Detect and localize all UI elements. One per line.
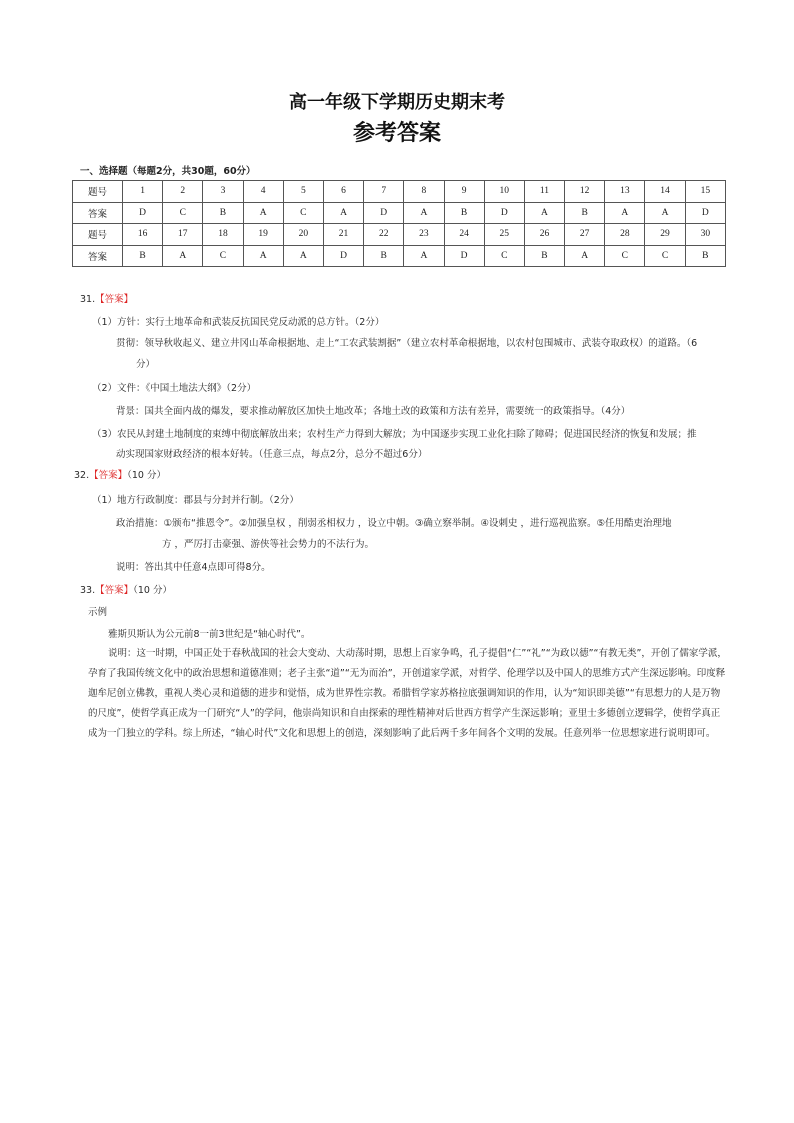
answer-row: [73, 202, 726, 224]
question-number-row: [73, 181, 726, 203]
answer-cell: A: [283, 245, 323, 267]
answer-cell: D: [685, 202, 725, 224]
answer-cell: D: [123, 202, 163, 224]
question-number-cell: 1: [123, 181, 163, 203]
question-number-cell: 14: [645, 181, 685, 203]
question-number-cell: 7: [364, 181, 404, 203]
answer-cell: C: [283, 202, 323, 224]
section-heading: 一、选择题（每题2分，共30题，60分）: [80, 166, 256, 177]
row-label-answer: 答案: [73, 202, 123, 224]
answer-cell: C: [203, 245, 243, 267]
answer-cell: C: [484, 245, 524, 267]
question-number-cell: 16: [123, 224, 163, 246]
answer-cell: D: [444, 245, 484, 267]
answer-cell: A: [565, 245, 605, 267]
answer-tag: 【答案】: [89, 470, 128, 481]
q31-line2b: 分）: [136, 359, 156, 370]
question-number-cell: 27: [565, 224, 605, 246]
answer-cell: C: [605, 245, 645, 267]
question-number-cell: 11: [524, 181, 564, 203]
question-number-cell: 5: [283, 181, 323, 203]
answer-cell: A: [404, 202, 444, 224]
question-number-cell: 9: [444, 181, 484, 203]
answer-cell: B: [123, 245, 163, 267]
answer-cell: A: [605, 202, 645, 224]
question-number-cell: 28: [605, 224, 645, 246]
q31-line5b: 动实现国家财政经济的根本好转。（任意三点，每点2分，总分不超过6分）: [116, 449, 428, 460]
answer-cell: B: [364, 245, 404, 267]
q32-line2: 政治措施：①颁布“推恩令”。②加强皇权 ，削弱丞相权力 ，设立中朝。③确立察举制。④设刺史 ，进行巡视监察。⑤任用酷吏治理地: [116, 518, 672, 529]
answer-cell: A: [243, 202, 283, 224]
answer-cell: D: [364, 202, 404, 224]
question-number-cell: 18: [203, 224, 243, 246]
answer-cell: A: [323, 202, 363, 224]
answer-cell: B: [203, 202, 243, 224]
q33-paragraph: 说明：这一时期，中国正处于春秋战国的社会大变动、大动荡时期，思想上百家争鸣，孔子提倡“仁”“礼”“为政以德”“有教无类”，开创了儒家学派，孕育了我国传统文化中的政治思想和道德准则；老子主张“道”“无为而治”，开创道家学派，对哲学、伦理学以及中国人的思维方式产生深远影响。印度释迦牟尼创立佛教，重视人类心灵和道德的进步和觉悟，成为世界性宗教。希腊哲学家苏格拉底强调知识的作用，认为“知识即美德”“有思想力的人是万物的尺度”，使哲学真正成为一门研究“人”的学问，他崇尚知识和自由探索的理性精神对后世西方哲学产生深远影响；亚里士多德创立逻辑学，使哲学真正成为一门独立的学科。综上所述，“轴心时代”文化和思想上的创造，深刻影响了此后两千多年间各个文明的发展。任意列举一位思想家进行说明即可。: [88, 648, 727, 739]
question-number-cell: 23: [404, 224, 444, 246]
q33-intro: 雅斯贝斯认为公元前8一前3世纪是“轴心时代”。: [108, 629, 311, 640]
answer-tag: 【答案】: [95, 294, 134, 305]
q31-heading: [80, 291, 133, 305]
page-subtitle: 参考答案: [352, 121, 441, 146]
q31-line3: （2）文件：《中国土地法大纲》（2分）: [92, 383, 257, 394]
question-number-cell: 25: [484, 224, 524, 246]
q33-example: 示例: [88, 607, 108, 618]
question-number-cell: 29: [645, 224, 685, 246]
question-number-cell: 13: [605, 181, 645, 203]
q32-number: 32.: [74, 470, 90, 481]
q31-line2: 贯彻：领导秋收起义、建立井冈山革命根据地、走上“工农武装割据”（建立农村革命根据地，以农村包围城市、武装夺取政权）的道路。（6: [116, 338, 698, 349]
q33-number: 33.: [80, 585, 96, 596]
row-label-answer: 答案: [73, 245, 123, 267]
answer-cell: C: [163, 202, 203, 224]
q31-number: 31.: [80, 294, 96, 305]
question-number-cell: 2: [163, 181, 203, 203]
q31-line5: （3）农民从封建土地制度的束缚中彻底解放出来；农村生产力得到大解放；为中国逐步实现工业化扫除了障碍；促进国民经济的恢复和发展；推: [92, 429, 697, 440]
answer-cell: A: [243, 245, 283, 267]
answer-cell: A: [163, 245, 203, 267]
question-number-cell: 17: [163, 224, 203, 246]
answer-row: [73, 245, 726, 267]
q33-score: （10 分）: [133, 585, 172, 596]
answer-cell: B: [524, 245, 564, 267]
answer-cell: C: [645, 245, 685, 267]
question-number-cell: 6: [323, 181, 363, 203]
answer-cell: D: [484, 202, 524, 224]
question-number-cell: 10: [484, 181, 524, 203]
question-number-cell: 30: [685, 224, 725, 246]
question-number-cell: 8: [404, 181, 444, 203]
row-label-number: 题号: [73, 181, 123, 203]
question-number-cell: 15: [685, 181, 725, 203]
question-number-cell: 19: [243, 224, 283, 246]
q31-line1: （1）方针：实行土地革命和武装反抗国民党反动派的总方针。（2分）: [92, 317, 385, 328]
q32-line2b: 方 ，严厉打击豪强、游侠等社会势力的不法行为。: [162, 539, 375, 550]
answer-table: [72, 180, 726, 267]
question-number-cell: 21: [323, 224, 363, 246]
question-number-cell: 24: [444, 224, 484, 246]
question-number-cell: 3: [203, 181, 243, 203]
q32-line1: （1）地方行政制度：郡县与分封并行制。（2分）: [92, 495, 299, 506]
question-number-cell: 22: [364, 224, 404, 246]
q33-heading: [80, 582, 172, 596]
answer-cell: A: [645, 202, 685, 224]
answer-cell: D: [323, 245, 363, 267]
q32-line3: 说明：答出其中任意4点即可得8分。: [116, 562, 271, 573]
q32-heading: [74, 467, 166, 481]
answer-cell: A: [404, 245, 444, 267]
question-number-cell: 4: [243, 181, 283, 203]
question-number-cell: 20: [283, 224, 323, 246]
answer-cell: B: [444, 202, 484, 224]
row-label-number: 题号: [73, 224, 123, 246]
q32-score: （10 分）: [127, 470, 166, 481]
q31-line4: 背景：国共全面内战的爆发，要求推动解放区加快土地改革；各地土改的政策和方法有差异，需要统一的政策指导。（4分）: [116, 406, 631, 417]
question-number-cell: 26: [524, 224, 564, 246]
answer-cell: A: [524, 202, 564, 224]
answer-cell: B: [685, 245, 725, 267]
question-number-row: [73, 224, 726, 246]
answer-cell: B: [565, 202, 605, 224]
answer-tag: 【答案】: [95, 585, 134, 596]
question-number-cell: 12: [565, 181, 605, 203]
page-title: 高一年级下学期历史期末考: [289, 92, 505, 113]
